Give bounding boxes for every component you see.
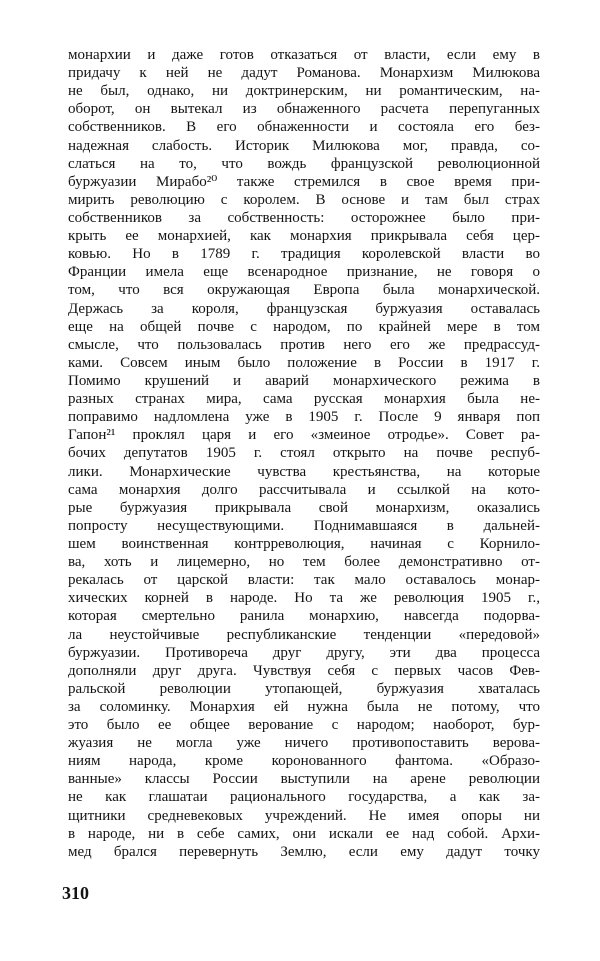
text-line: которая смертельно ранила монархию, навсегда подорва- bbox=[68, 608, 540, 625]
text-line: Гапон²¹ проклял царя и его «змеиное отродье». Совет ра- bbox=[68, 427, 540, 444]
text-line: ниям народа, кроме коронованного фантома. «Образо- bbox=[68, 753, 540, 770]
text-line: жуазия не могла уже ничего противопоставить верова- bbox=[68, 735, 540, 752]
body-text bbox=[68, 46, 540, 861]
text-line: смысле, что пользовалась против него его же предрассуд- bbox=[68, 336, 540, 353]
text-line: надежная слабость. Историк Милюкова мог, правда, со- bbox=[68, 137, 540, 154]
text-line: Помимо крушений и аварий монархического режима в bbox=[68, 372, 540, 389]
text-line: в народе, ни в себе самих, они искали ее над собой. Архи- bbox=[68, 825, 540, 842]
text-line: щитники средневековых учреждений. Не имея опоры ни bbox=[68, 807, 540, 824]
text-line: поправимо надломлена уже в 1905 г. После 9 января поп bbox=[68, 409, 540, 426]
text-line: бочих депутатов 1905 г. стоял открыто на почве респуб- bbox=[68, 445, 540, 462]
text-line: собственников. В его обнаженности и состояла его без- bbox=[68, 119, 540, 136]
text-line: том, что вся окружающая Европа была монархической. bbox=[68, 282, 540, 299]
text-line: крыть ее монархией, как монархия прикрывала себя цер- bbox=[68, 228, 540, 245]
text-line: ванные» классы России выступили на арене революции bbox=[68, 771, 540, 788]
text-line: рекалась от царской власти: так мало оставалось монар- bbox=[68, 572, 540, 589]
text-line: монархии и даже готов отказаться от власти, если ему в bbox=[68, 47, 540, 63]
text-line: собственников за собственность: осторожнее было при- bbox=[68, 209, 540, 226]
text-line: оборот, он вытекал из обнаженного расчета перепуганных bbox=[68, 101, 540, 118]
text-line: Держась за короля, французская буржуазия оставалась bbox=[68, 300, 540, 317]
text-line: шем воинственная контрреволюция, начиная с Корнило- bbox=[68, 535, 540, 552]
text-line: буржуазии. Противореча друг другу, эти два процесса bbox=[68, 644, 540, 661]
text-line: ковью. Но в 1789 г. традиция королевской власти во bbox=[68, 246, 540, 263]
text-line: не был, однако, ни доктринерским, ни романтическим, на- bbox=[68, 83, 540, 100]
text-line: сама монархия долго рассчитывала и ссылкой на кото- bbox=[68, 481, 540, 498]
text-line: еще на общей почве с народом, по крайней мере в том bbox=[68, 318, 540, 335]
text-line: лики. Монархические чувства крестьянства, на которые bbox=[68, 463, 540, 480]
text-line: попросту несуществующими. Поднимавшаяся в дальней- bbox=[68, 517, 540, 534]
text-line: за соломинку. Монархия ей нужна была не потому, что bbox=[68, 698, 540, 715]
text-line: мед брался перевернуть Землю, если ему дадут точку bbox=[68, 843, 540, 860]
text-line: ральской революции утопающей, буржуазия хваталась bbox=[68, 680, 540, 697]
text-line: Франции имела еще всенародное признание, не говоря о bbox=[68, 264, 540, 281]
text-line: не как глашатаи рационального государства, а как за- bbox=[68, 789, 540, 806]
text-line: разных странах мира, сама русская монархия была не- bbox=[68, 391, 540, 408]
page-number: 310 bbox=[62, 883, 89, 903]
text-line: это было ее общее верование с народом; наоборот, бур- bbox=[68, 717, 540, 734]
text-line: слаться на то, что вождь французской революционной bbox=[68, 155, 540, 172]
text-line: ла неустойчивые республиканские тенденции «передовой» bbox=[68, 626, 540, 643]
text-line: придачу к ней не дадут Романова. Монархизм Милюкова bbox=[68, 65, 540, 82]
text-line: ва, хоть и лицемерно, но тем более демонстративно от- bbox=[68, 554, 540, 571]
text-line: ками. Совсем иным было положение в России в 1917 г. bbox=[68, 354, 540, 371]
text-line: хических корней в народе. Но та же революция 1905 г., bbox=[68, 590, 540, 607]
text-line: дополняли друг друга. Чувствуя себя с первых часов Фев- bbox=[68, 662, 540, 679]
text-line: рые буржуазия прикрывала свой монархизм, оказались bbox=[68, 499, 540, 516]
text-line: мирить революцию с королем. В основе и там был страх bbox=[68, 191, 540, 208]
text-line: буржуазии Мирабо²⁰ также стремился в свое время при- bbox=[68, 173, 540, 190]
